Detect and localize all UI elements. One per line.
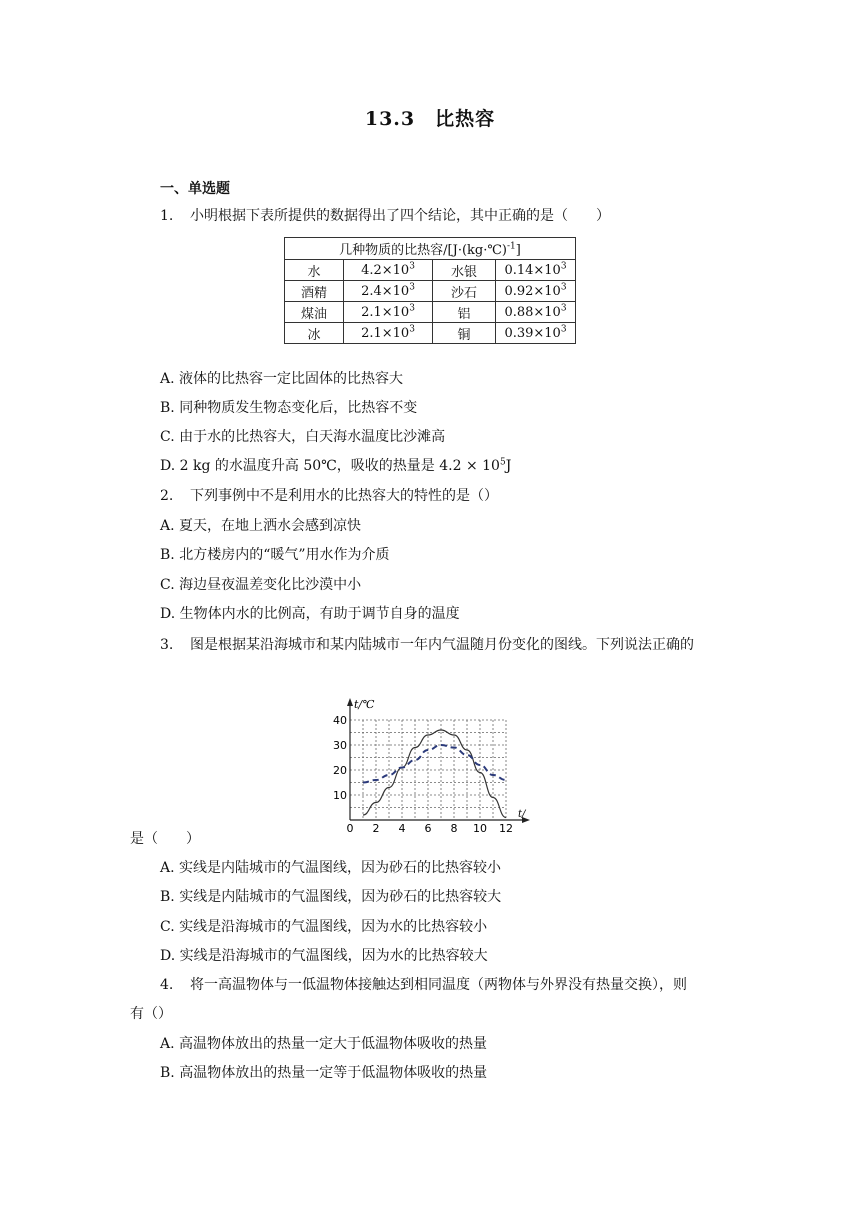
y-axis-label: t/℃: [354, 698, 375, 711]
table-caption: 几种物质的比热容/[J·(kg·℃)$^{-1}$]: [285, 238, 576, 260]
q1-option-b: B. 同种物质发生物态变化后，比热容不变: [160, 400, 418, 416]
question-2-stem: [160, 487, 498, 505]
table-cell: $4.2\times 10^3$: [344, 260, 433, 281]
q2-option-a: A. 夏天，在地上洒水会感到凉快: [160, 518, 362, 534]
table-cell: 铝: [433, 302, 496, 323]
question-4-text: 将一高温物体与一低温物体接触达到相同温度（两物体与外界没有热量交换），则: [190, 977, 687, 993]
table-caption-row: [285, 238, 576, 260]
chart-axes: [347, 698, 530, 823]
x-tick-label: 2: [372, 822, 380, 832]
question-2-text: 下列事例中不是利用水的比热容大的特性的是（）: [190, 488, 498, 504]
specific-heat-table: [284, 237, 576, 344]
question-4-stem: [160, 976, 687, 994]
question-1-stem: [160, 207, 610, 225]
table-row: [285, 302, 576, 323]
question-2-number: 2.: [160, 488, 174, 504]
section-heading: 一、单选题: [160, 181, 230, 197]
question-4-stem-cont: 有（）: [130, 1006, 172, 1022]
table-cell: 水: [285, 260, 344, 281]
q2-option-d: D. 生物体内水的比例高，有助于调节自身的温度: [160, 606, 460, 622]
table-cell: 沙石: [433, 281, 496, 302]
question-1-text: 小明根据下表所提供的数据得出了四个结论，其中正确的是（ ）: [190, 208, 610, 224]
y-tick-label: 40: [333, 714, 347, 727]
table-cell: 酒精: [285, 281, 344, 302]
x-tick-label: 4: [398, 822, 406, 832]
y-axis-arrow: [347, 698, 353, 706]
table-cell: 冰: [285, 323, 344, 344]
question-3-text: 图是根据某沿海城市和某内陆城市一年内气温随月份变化的图线。下列说法正确的: [190, 637, 694, 653]
chart-series: [363, 730, 506, 818]
q4-option-a: A. 高温物体放出的热量一定大于低温物体吸收的热量: [160, 1036, 488, 1052]
q4-option-b: B. 高温物体放出的热量一定等于低温物体吸收的热量: [160, 1065, 488, 1081]
q3-option-b: B. 实线是内陆城市的气温图线，因为砂石的比热容较大: [160, 889, 502, 905]
table-row: [285, 323, 576, 344]
q1-option-d: D. 2 kg 的水温度升高 50℃，吸收的热量是 $4.2 \times 10^5J$: [160, 457, 512, 474]
table-cell: $0.14\times 10^3$: [496, 260, 576, 281]
question-3-stem: [160, 636, 694, 654]
q3-option-d: D. 实线是沿海城市的气温图线，因为水的比热容较大: [160, 948, 488, 964]
table-row: [285, 281, 576, 302]
table-cell: $2.4\times 10^3$: [344, 281, 433, 302]
table-cell: 水银: [433, 260, 496, 281]
question-4-number: 4.: [160, 977, 174, 993]
x-tick-label: 12: [499, 822, 513, 832]
x-tick-label: 6: [424, 822, 432, 832]
y-tick-label: 10: [333, 789, 347, 802]
x-tick-label: 0: [346, 822, 354, 832]
table-cell: 煤油: [285, 302, 344, 323]
temperature-chart: [318, 690, 538, 832]
table-cell: $2.1\times 10^3$: [344, 323, 433, 344]
q1-option-a: A. 液体的比热容一定比固体的比热容大: [160, 371, 404, 387]
page-title: 13.3 比热容: [364, 108, 496, 130]
x-tick-label: 8: [450, 822, 458, 832]
q3-option-c: C. 实线是沿海城市的气温图线，因为水的比热容较小: [160, 919, 488, 935]
question-1-number: 1.: [160, 208, 174, 224]
x-tick-label: 10: [473, 822, 487, 832]
question-3-number: 3.: [160, 637, 174, 653]
q3-option-a: A. 实线是内陆城市的气温图线，因为砂石的比热容较小: [160, 860, 502, 876]
y-tick-label: 30: [333, 739, 347, 752]
y-tick-label: 20: [333, 764, 347, 777]
table-cell: $0.39\times 10^3$: [496, 323, 576, 344]
q2-option-b: B. 北方楼房内的“暖气”用水作为介质: [160, 547, 390, 563]
x-axis-label: t/: [518, 809, 526, 820]
table-cell: $2.1\times 10^3$: [344, 302, 433, 323]
chart-ticks: [333, 714, 513, 832]
question-3-stem-cont: 是（ ）: [130, 831, 200, 847]
table-cell: $0.88\times 10^3$: [496, 302, 576, 323]
q1-option-c: C. 由于水的比热容大，白天海水温度比沙滩高: [160, 429, 446, 445]
solid-series-line: [363, 730, 506, 818]
table-row: [285, 260, 576, 281]
table-cell: 铜: [433, 323, 496, 344]
q2-option-c: C. 海边昼夜温差变化比沙漠中小: [160, 577, 362, 593]
table-cell: $0.92\times 10^3$: [496, 281, 576, 302]
